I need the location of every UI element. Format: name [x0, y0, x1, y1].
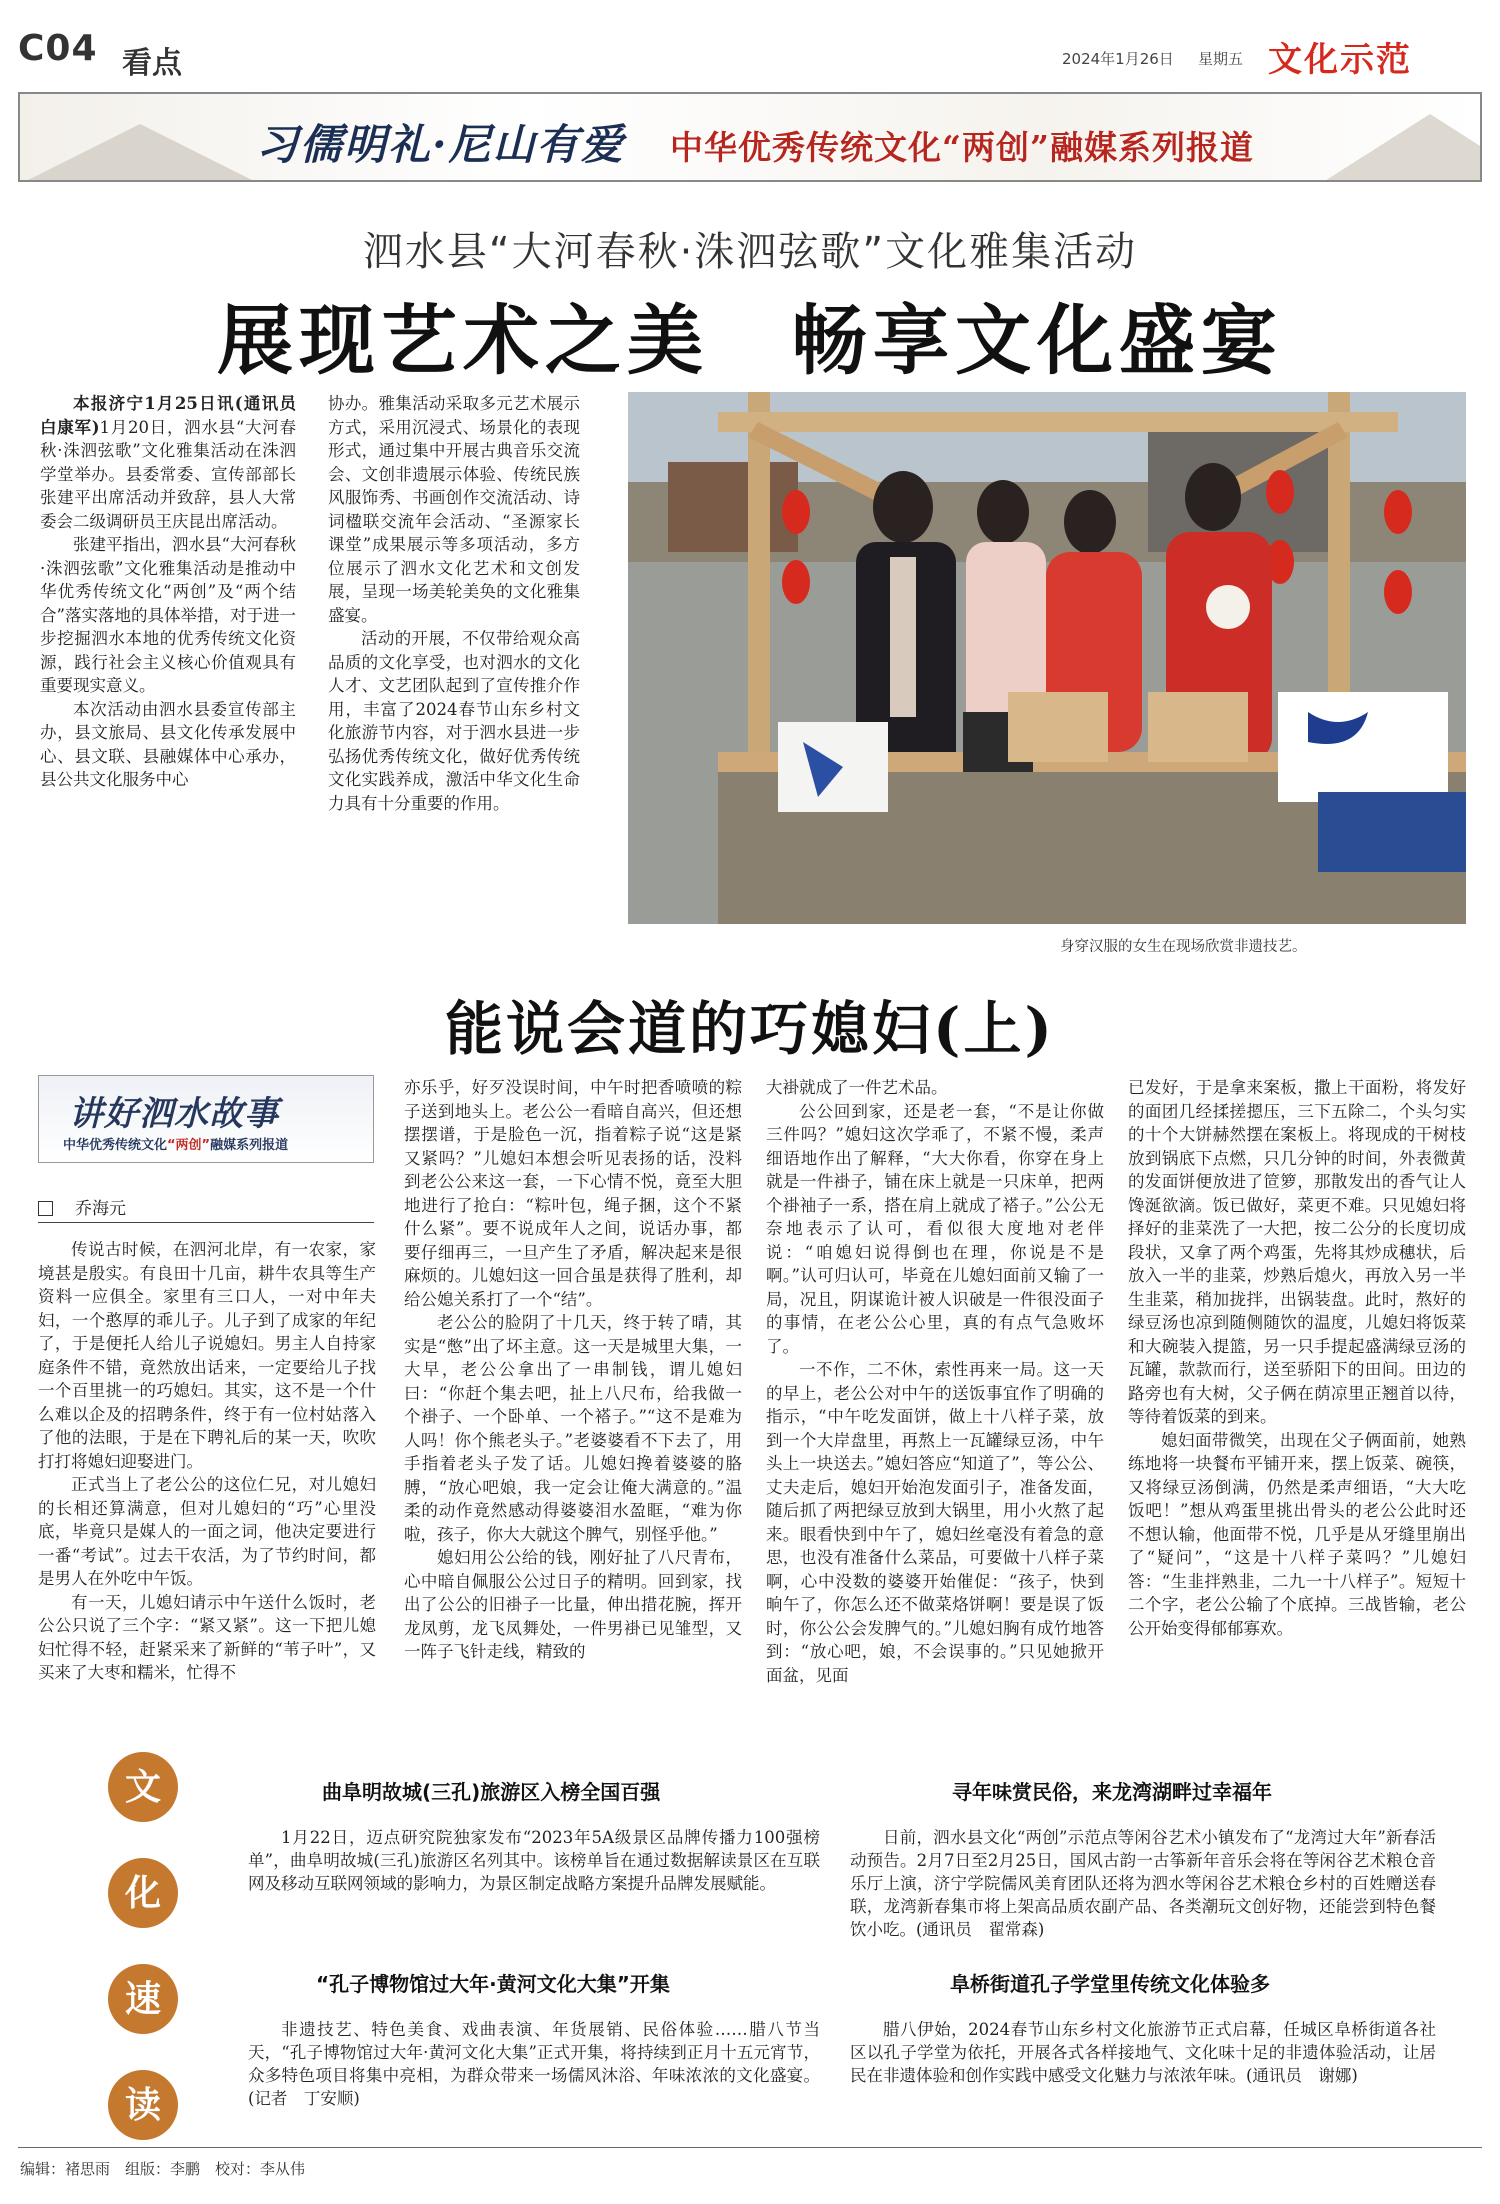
- quick-read-char: 读: [108, 2070, 178, 2140]
- article2-headline: 能说会道的巧媳妇(上): [445, 995, 1055, 1063]
- story-series-logo: [38, 1075, 374, 1163]
- issue-date: 2024年1月26日: [1062, 50, 1174, 68]
- article1-column-2: [328, 392, 580, 815]
- quick-read-body: 1月22日，迈点研究院独家发布“2023年5A级景区品牌传播力100强榜单”，曲阜明故城(三孔)旅游区名列其中。该榜单旨在通过数据解读景区在互联网及移动互联网领域的影响力，为景区制定战略方案提升品牌发展赋能。: [248, 1828, 820, 1893]
- photo-caption: 身穿汉服的女生在现场欣赏非遗技艺。: [1060, 939, 1307, 955]
- quick-read-char: 化: [108, 1858, 178, 1928]
- paragraph: 亦乐乎，好歹没误时间，中午时把香喷喷的粽子送到地头上。老公公一看暗自高兴，但还想摆摆谱，于是脸色一沉，指着粽子说“这是紧又紧吗？”儿媳妇本想会听见表扬的话，没料到老公公来这一套，一下心情不悦，竟至大胆地进行了抢白：“粽叶包，绳子捆，这个不紧什么紧”。要不说成年人之间，说话办事，都要仔细再三，一旦产生了矛盾，解决起来是很麻烦的。儿媳妇这一回合虽是获得了胜利，却给公媳关系打了一个“结”。: [404, 1078, 742, 1309]
- photo-scene: [628, 392, 1466, 924]
- series-banner: [18, 92, 1482, 182]
- paragraph: 大褂就成了一件艺术品。: [766, 1078, 948, 1097]
- paragraph: 公公回到家，还是老一套，“不是让你做三件吗？”媳妇这次学乖了，不紧不慢，柔声细语地作出了解释，“大大你看，你穿在身上就是一件褂子，铺在床上就是一只床单，把两个褂袖子一系，搭在肩上就成了褡子。”公公无奈地表示了认可，看似很大度地对老伴说：“咱媳妇说得倒也在理，你说是不是啊。”认可归认可，毕竟在儿媳妇面前又输了一局，况且，阴谋诡计被人识破是一件很没面子的事情，在老公公心里，真的有点气急败坏了。: [766, 1101, 1104, 1356]
- brand-logo: 文化示范: [1268, 40, 1412, 80]
- issue-weekday: 星期五: [1198, 50, 1244, 68]
- article1-column-1: [40, 392, 296, 792]
- article2-column-1: [38, 1238, 376, 1685]
- quick-read-body: 非遗技艺、特色美食、戏曲表演、年货展销、民俗体验……腊八节当天，“孔子博物馆过大年·黄河文化大集”正式开集，将持续到正月十五元宵节，众多特色项目将集中亮相，为群众带来一场儒风沐浴、年味浓浓的文化盛宴。(记者 丁安顺): [248, 2020, 820, 2108]
- mountain-decoration: [20, 124, 260, 182]
- section-name: 看点: [122, 46, 182, 81]
- logo-subtitle: 中华优秀传统文化“两创”融媒系列报道: [63, 1138, 289, 1153]
- author-byline: [38, 1194, 126, 1219]
- page-number: C04: [18, 28, 98, 69]
- paragraph: 张建平指出，泗水县“大河春秋·洙泗弦歌”文化雅集活动是推动中华优秀传统文化“两创”及“两个结合”落实落地的具体举措，对于进一步挖掘泗水本地的优秀传统文化资源，践行社会主义核心价值观具有重要现实意义。: [40, 535, 296, 695]
- article2-column-2: [404, 1076, 742, 1664]
- banner-subtitle: 中华优秀传统文化“两创”融媒系列报道: [670, 128, 1254, 167]
- paragraph: 媳妇面带微笑，出现在父子俩面前，她熟练地将一块餐布平铺开来，摆上饭菜、碗筷，又将绿豆汤倒满，仍然是柔声细语，“大大吃饭吧！”想从鸡蛋里挑出骨头的老公公此时还不想认输，他面带不悦，几乎是从牙缝里崩出了“疑问”，“这是十八样子菜吗？”儿媳妇答：“生韭拌熟韭，二九一十八样子”。短短十二个字，老公公输了个底掉。三战皆输，老公公开始变得郁郁寡欢。: [1128, 1430, 1466, 1638]
- paragraph: 有一天，儿媳妇请示中午送什么饭时，老公公只说了三个字：“紧又紧”。这一下把儿媳妇忙得不轻，赶紧采来了新鲜的“苇子叶”，又买来了大枣和糯米，忙得不: [38, 1592, 376, 1682]
- paragraph: 一不作，二不休，索性再来一局。这一天的早上，老公公对中午的送饭事宜作了明确的指示，“中午吃发面饼，做上十八样子菜，放到一个大岸盘里，再熬上一瓦罐绿豆汤，中午头上一块送去。”媳妇答应“知道了”，等公公、丈夫走后，媳妇开始泡发面引子，准备发面，随后抓了两把绿豆放到大锅里，用小火熬了起来。眼看快到中午了，媳妇丝毫没有着急的意思，也没有准备什么菜品，可要做十八样子菜啊，心中没数的婆婆开始催促：“孩子，快到晌午了，你怎么还不做菜烙饼啊！要是误了饭时，你公公会发脾气的。”儿媳妇胸有成竹地答到：“放心吧，娘，不会误事的。”只见她掀开面盆，见面: [766, 1360, 1104, 1685]
- article1-headline: 展现艺术之美 畅享文化盛宴: [217, 296, 1283, 385]
- footer-credits: 编辑：褚思雨 组版：李鹏 校对：李从伟: [20, 2160, 306, 2178]
- article1-photo: [628, 392, 1466, 924]
- paragraph: 已发好，于是拿来案板，撒上干面粉，将发好的面团几经揉搓摁压，三下五除二，个头匀实的十个大饼赫然摆在案板上。将现成的干树枝放到锅底下点燃，只几分钟的时间，外表微黄的发面饼便放进了笸箩，那散发出的香气让人馋涎欲滴。饭已做好，菜更不难。只见媳妇将择好的韭菜洗了一大把，按二公分的长度切成段状，又拿了两个鸡蛋，先将其炒成穗状，后放入一半的韭菜，炒熟后熄火，再放入另一半生韭菜，稍加拢拌，出锅装盘。此时，熬好的绿豆汤也凉到随侧随饮的温度，儿媳妇将饭菜和大碗装入提篮，另一只手提起盛满绿豆汤的瓦罐，款款而行，送至骄阳下的田间。田边的路旁也有大树，父子俩在荫凉里正翘首以待，等待着饭菜的到来。: [1128, 1078, 1466, 1426]
- paragraph: 正式当上了老公公的这位仁兄，对儿媳妇的长相还算满意，但对儿媳妇的“巧”心里没底，毕竟只是媒人的一面之词，他决定要进行一番“考试”。过去干农活，为了节约时间，都是男人在外吃中午饭。: [38, 1475, 376, 1588]
- mountain-decoration: [1320, 114, 1482, 182]
- footer-rule: [18, 2147, 1482, 2148]
- quick-read-body: 日前，泗水县文化“两创”示范点等闲谷艺术小镇发布了“龙湾过大年”新春活动预告。2月7日至2月25日，国风古韵一古筝新年音乐会将在等闲谷艺术粮仓音乐厅上演，济宁学院儒风美育团队还将为泗水等闲谷艺术粮仓乡村的百姓赠送春联，龙湾新春集市将上架高品质农副产品、各类潮玩文创好物，还能尝到特色餐饮小吃。(通讯员 翟常森): [850, 1828, 1436, 1939]
- quick-read-title: 阜桥街道孔子学堂里传统文化体验多: [950, 1972, 1270, 1996]
- article2-column-4: [1128, 1076, 1466, 1640]
- quick-read-title: “孔子博物馆过大年·黄河文化大集”开集: [316, 1972, 670, 1996]
- logo-title: 讲好泗水故事: [69, 1094, 279, 1134]
- quick-read-char: 速: [108, 1964, 178, 2034]
- paragraph: 协办。雅集活动采取多元艺术展示方式，采用沉浸式、场景化的表现形式，通过集中开展古典音乐交流会、文创非遗展示体验、传统民族风服饰秀、书画创作交流活动、诗词楹联交流年会活动、“圣源家长课堂”成果展示等多项活动，多方位展示了泗水文化艺术和文创发展，呈现一场美轮美奂的文化雅集盛宴。: [328, 394, 580, 625]
- paragraph: 本次活动由泗水县委宣传部主办，县文旅局、县文化传承发展中心、县文联、县融媒体中心承办，县公共文化服务中心: [40, 699, 296, 789]
- paragraph: 活动的开展，不仅带给观众高品质的文化享受，也对泗水的文化人才、文艺团队起到了宣传推介作用，丰富了2024春节山东乡村文化旅游节内容，对于泗水县进一步弘扬优秀传统文化，做好优秀传统文化实践养成，激活中华文化生命力具有十分重要的作用。: [328, 629, 580, 813]
- byline-rule: [38, 1222, 374, 1223]
- paragraph: 媳妇用公公给的钱，刚好扯了八尺青布，心中暗自佩服公公过日子的精明。回到家，找出了公公的旧褂子一比量，伸出措花腕，挥开龙凤剪，龙飞凤舞处，一件男褂已见雏型，又一阵子飞针走线，精致的: [404, 1548, 742, 1661]
- byline-box-icon: [38, 1201, 53, 1216]
- article1-subhead: 泗水县“大河春秋·洙泗弦歌”文化雅集活动: [362, 229, 1138, 275]
- quick-read-title: 寻年味赏民俗，来龙湾湖畔过幸福年: [952, 1780, 1272, 1804]
- quick-read-char: 文: [108, 1752, 178, 1822]
- article1-lead: 本报济宁1月25日讯(通讯员白康军): [40, 394, 296, 437]
- paragraph: 老公公的脸阴了十几天，终于转了晴，其实是“憋”出了坏主意。这一天是城里大集，一大早，老公公拿出了一串制钱，谓儿媳妇曰：“你赶个集去吧，扯上八尺布，给我做一个褂子、一个卧单、一个褡子。”“这不是难为人吗！你个熊老头子。”老婆婆看不下去了，用手指着老头子发了话。儿媳妇搀着婆婆的胳膊，“放心吧娘，我一定会让俺大满意的。”温柔的动作竟然感动得婆婆泪水盈眶，“难为你啦，孩子，你大大就这个脾气，别怪乎他。”: [404, 1313, 742, 1544]
- banner-calligraphy: 习儒明礼·尼山有爱: [256, 120, 625, 169]
- article2-column-3: [766, 1076, 1104, 1687]
- paragraph: 传说古时候，在泗河北岸，有一农家，家境甚是殷实。有良田十几亩，耕牛农具等生产资料一应俱全。家里有三口人，一对中年夫妇，一个憨厚的乖儿子。儿子到了成家的年纪了，于是便托人给儿子说媳妇。男主人自持家庭条件不错，竟然放出话来，一定要给儿子找一个百里挑一的巧媳妇。其实，这不是一个什么难以企及的招聘条件，终于有一位村姑落入了他的法眼，于是在下聘礼后的某一天，吹吹打打将媳妇迎娶进门。: [38, 1240, 376, 1471]
- paragraph: 1月20日，泗水县“大河春秋·洙泗弦歌”文化雅集活动在洙泗学堂举办。县委常委、宣传部部长张建平出席活动并致辞，县人大常委会二级调研员王庆昆出席活动。: [40, 417, 296, 531]
- quick-read-body: 腊八伊始，2024春节山东乡村文化旅游节正式启幕，任城区阜桥街道各社区以孔子学堂为依托，开展各式各样接地气、文化味十足的非遗体验活动，让居民在非遗体验和创作实践中感受文化魅力与浓浓年味。(通讯员 谢娜): [850, 2020, 1436, 2085]
- quick-read-title: 曲阜明故城(三孔)旅游区入榜全国百强: [322, 1780, 661, 1804]
- author-name: 乔海元: [75, 1199, 126, 1219]
